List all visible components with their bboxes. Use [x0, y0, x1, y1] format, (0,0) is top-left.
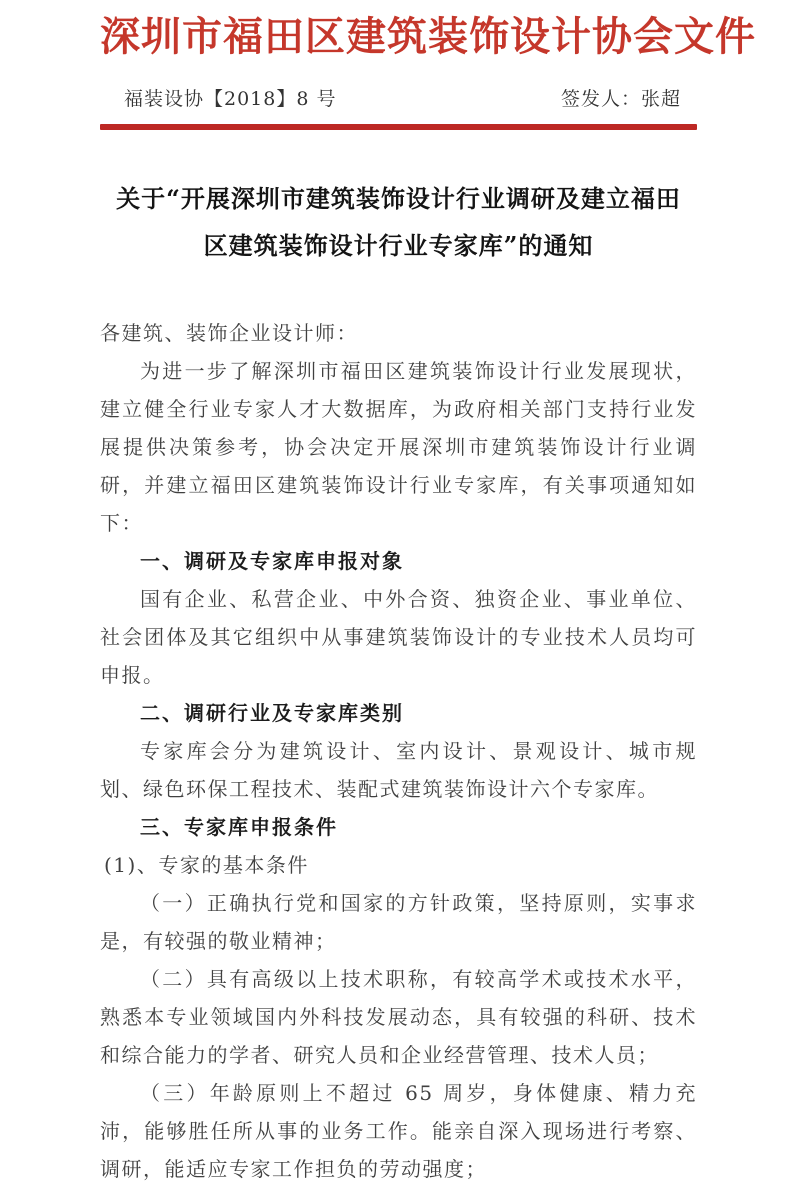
section-2-paragraph: 专家库会分为建筑设计、室内设计、景观设计、城市规划、绿色环保工程技术、装配式建筑装饰设计六个专家库。 — [100, 739, 697, 801]
doc-number: 福装设协【2018】8 号 — [124, 88, 337, 110]
subsection-heading: (1)、专家的基本条件 — [104, 853, 309, 877]
intro-paragraph: 为进一步了解深圳市福田区建筑装饰设计行业发展现状，建立健全行业专家人才大数据库，为政府相关部门支持行业发展提供决策参考，协会决定开展深圳市建筑装饰设计行业调研，并建立福田区建筑装饰设计行业专家库，有关事项通知如下： — [100, 359, 697, 535]
section-1-paragraph: 国有企业、私营企业、中外合资、独资企业、事业单位、社会团体及其它组织中从事建筑装饰设计的专业技术人员均可申报。 — [100, 587, 697, 687]
letterhead-title: 深圳市福田区建筑装饰设计协会文件 — [100, 13, 756, 60]
condition-item-2: （二）具有高级以上技术职称，有较高学术或技术水平，熟悉本专业领域国内外科技发展动态，具有较强的科研、技术和综合能力的学者、研究人员和企业经营管理、技术人员； — [100, 967, 697, 1067]
notice-title-line-1: 关于“开展深圳市建筑装饰设计行业调研及建立福田 — [116, 184, 681, 213]
section-heading-2: 二、调研行业及专家库类别 — [140, 701, 404, 725]
section-heading-3: 三、专家库申报条件 — [140, 815, 338, 839]
salutation: 各建筑、装饰企业设计师： — [100, 321, 358, 345]
section-heading-1: 一、调研及专家库申报对象 — [140, 549, 404, 573]
doc-meta-row — [100, 84, 697, 111]
condition-item-1: （一）正确执行党和国家的方针政策，坚持原则，实事求是，有较强的敬业精神； — [100, 891, 697, 953]
condition-item-3: （三）年龄原则上不超过 65 周岁，身体健康、精力充沛，能够胜任所从事的业务工作。能亲自深入现场进行考察、调研，能适应专家工作担负的劳动强度； — [100, 1081, 697, 1181]
signer: 签发人：张超 — [560, 88, 681, 110]
notice-title — [100, 175, 697, 269]
notice-title-line-2: 区建筑装饰设计行业专家库”的通知 — [203, 231, 594, 260]
red-divider-rule — [100, 124, 697, 130]
document-body — [100, 314, 697, 1188]
